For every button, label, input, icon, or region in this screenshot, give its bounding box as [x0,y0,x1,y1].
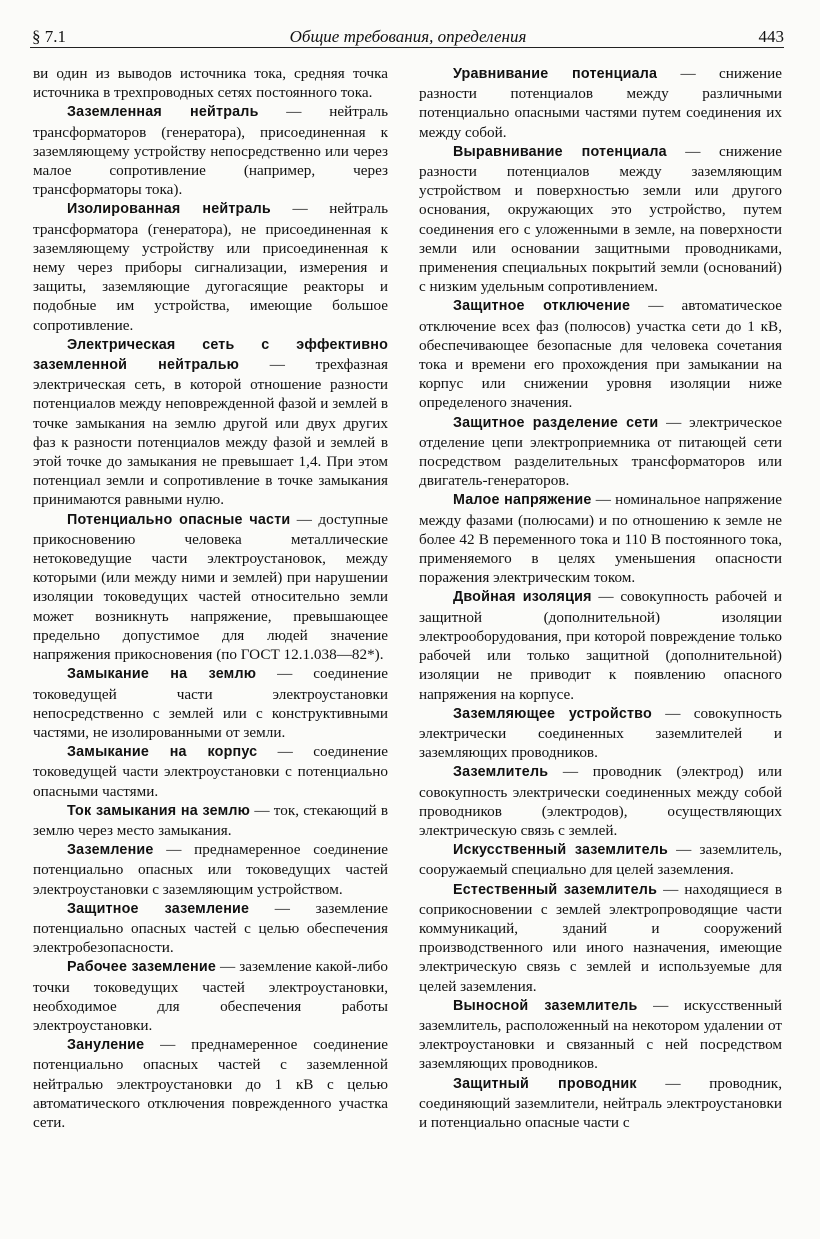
definition-text: — трехфазная электрическая сеть, в которой отношение разности потенциалов между неповрежденной фазой и землей в точке замыкания на землю другой или двух других фаз к разности потенциалов между фазой и землей в этой точке до замыкания не превышает 1,4. При этом потенциал земли и сопротивление в точке замыкания принимаются равными нулю. [33,356,388,509]
definition-text: — заземление потенциально опасных частей с целью обеспечения электробезопасности. [33,899,388,957]
definition-text: — проводник (электрод) или совокупность электрически соединенных между собой проводников (электродов), осуществляющих электрическую связь с землей. [419,763,782,839]
definition-term: Выравнивание потенциала [453,143,667,160]
section-number: § 7.1 [32,27,66,46]
definition-term: Защитное отключение [453,298,631,315]
definition-paragraph [419,413,782,491]
definition-paragraph [419,1074,782,1133]
definition-term: Защитное разделение сети [453,414,659,431]
definition-paragraph [419,490,782,587]
definition-text: — автоматическое отключение всех фаз (полюсов) участка сети до 1 кВ, обеспечивающее безопасные для человека сочетания тока и времени его прохождения при замыкании на корпус или снижении уровня изоляции ниже определеного значения. [419,297,782,412]
definition-text: — заземлитель, сооружаемый специально для целей заземления. [419,841,782,879]
definition-text: — преднамеренное соединение потенциально опасных частей с заземленной нейтралью электроустановки до 1 кВ с целью автоматического отключения поврежденного участка сети. [33,1036,388,1131]
definition-paragraph [33,664,388,742]
definition-paragraph [33,510,388,665]
left-column [33,64,388,1132]
definition-text: — преднамеренное соединение потенциально опасных или токоведущих частей электроустановки с заземляющим устройством. [33,841,388,898]
definition-text: — ток, стекающий в землю через место замыкания. [33,801,388,839]
definition-term: Выносной заземлитель [453,997,638,1014]
definition-paragraph [419,880,782,996]
definition-text: — электрическое отделение цепи электроприемника от питающей сети посредством разделительных трансформаторов или двигатель-генераторов. [419,413,782,490]
definition-term: Заземление [67,842,154,859]
definition-text: — соединение токоведущей части электроустановки непосредственно с землей или с конструктивными частями, не изолированными от земли. [33,665,389,741]
definition-text: — совокупность рабочей и защитной (дополнительной) изоляции электрооборудования, при которой повреждение только рабочей или только защитной (дополнительной) изоляции не приводит к появлению опасного напряжения на корпусе. [419,588,782,703]
definition-term: Заземляющее устройство [453,705,652,722]
definition-term: Ток замыкания на землю [67,802,251,819]
definition-term: Электрическая сеть с эффективно заземленной нейтралью [33,336,388,374]
definition-paragraph [419,587,782,703]
definition-text: ви один из выводов источника тока, средняя точка источника в трехпроводных сетях постоянного тока. [33,65,388,102]
definition-paragraph [33,199,388,334]
definition-term: Искусственный заземлитель [453,842,669,859]
definition-term: Естественный заземлитель [453,881,658,898]
definition-term: Потенциально опасные части [67,511,291,528]
right-column [419,64,782,1132]
definition-paragraph [419,840,782,879]
definition-paragraph [419,762,782,840]
running-title: Общие требования, определения [289,27,527,46]
definition-term: Замыкание на землю [67,666,257,683]
page-number: 443 [758,27,784,46]
definition-paragraph [33,335,388,510]
definition-paragraph [419,704,782,763]
definition-term: Рабочее заземление [67,959,217,976]
definition-term: Защитный проводник [453,1075,637,1092]
definition-paragraph [419,64,782,142]
definition-paragraph [33,1035,388,1132]
page-header [32,26,784,48]
definition-text: — находящиеся в соприкосновении с землей электропроводящие части коммуникаций, зданий и сооружений производственного или иного назначения, имеющие электрическую связь с землей и используемые для целей заземления. [419,880,783,995]
definition-text: — номинальное напряжение между фазами (полюсами) и по отношению к земле не более 42 В переменного тока и 110 В постоянного тока, применяемого в целях уменьшения опасности поражения электрическим током. [419,491,783,587]
definition-paragraph [33,957,388,1035]
definition-text: — заземление какой-либо точки токоведущих частей электроустановки, необходимое для обеспечения работы электроустановки. [33,958,388,1034]
definition-paragraph [33,64,388,102]
definition-term: Защитное заземление [67,900,250,917]
definition-paragraph [33,102,388,199]
definition-term: Заземленная нейтраль [67,104,259,121]
definition-term: Зануление [67,1037,145,1054]
definition-term: Заземлитель [453,764,549,781]
definition-paragraph [33,840,388,899]
definition-text: — нейтраль трансформатора (генератора), не присоединенная к заземляющему устройству или присоединенная к нему через приборы сигнализации, измерения и защиты, заземляющие дугогасящие реакторы и подобные им устройства, имеющие большое сопротивление. [33,200,388,334]
definition-text: — снижение разности потенциалов между заземляющим устройством и поверхностью земли или другого основания, окружающих это устройство, путем соединения его с уложенными в земле, на поверхности земли или основании защитными проводниками, применения специальных покрытий земли (оснований) с низким удельным сопротивлением. [419,142,782,296]
definition-paragraph [419,996,782,1074]
definition-text: — соединение токоведущей части электроустановки с потенциально опасными частями. [33,743,388,800]
definition-term: Уравнивание потенциала [453,66,658,82]
definition-text: — совокупность электрически соединенных заземлителей и заземляющих проводников. [419,704,782,762]
definition-term: Изолированная нейтраль [67,201,271,218]
definition-term: Двойная изоляция [453,589,592,606]
definition-paragraph [419,296,782,412]
definition-text: — нейтраль трансформаторов (генератора), присоединенная к заземляющему устройству непосредственно или через малое сопротивление (например, через трансформаторы тока). [33,103,388,199]
definition-text: — искусственный заземлитель, расположенный на некотором удалении от электроустановки и связанный с ней посредством заземляющих проводников. [419,996,782,1073]
header-rule [30,47,784,48]
definition-term: Замыкание на корпус [67,744,258,761]
definition-paragraph [33,899,388,958]
definition-term: Малое напряжение [453,492,592,509]
definition-text: — снижение разности потенциалов между различными потенциально опасными частями путем соединения их между собой. [419,65,782,141]
definition-paragraph [419,142,782,297]
definition-text: — проводник, соединяющий заземлители, нейтраль электроустановки и потенциально опасные части с [419,1074,782,1131]
definition-paragraph [33,742,388,801]
definition-text: — доступные прикосновению человека металлические нетоковедущие части электроустановок, между которыми (или между ними и землей) при нарушении изоляции токоведущих частей относительно земли может возникнуть напряжение, превышающее предельно допустимое для людей значение напряжения прикосновения (по ГОСТ 12.1.038—82*). [33,510,389,664]
definition-paragraph [33,801,388,840]
